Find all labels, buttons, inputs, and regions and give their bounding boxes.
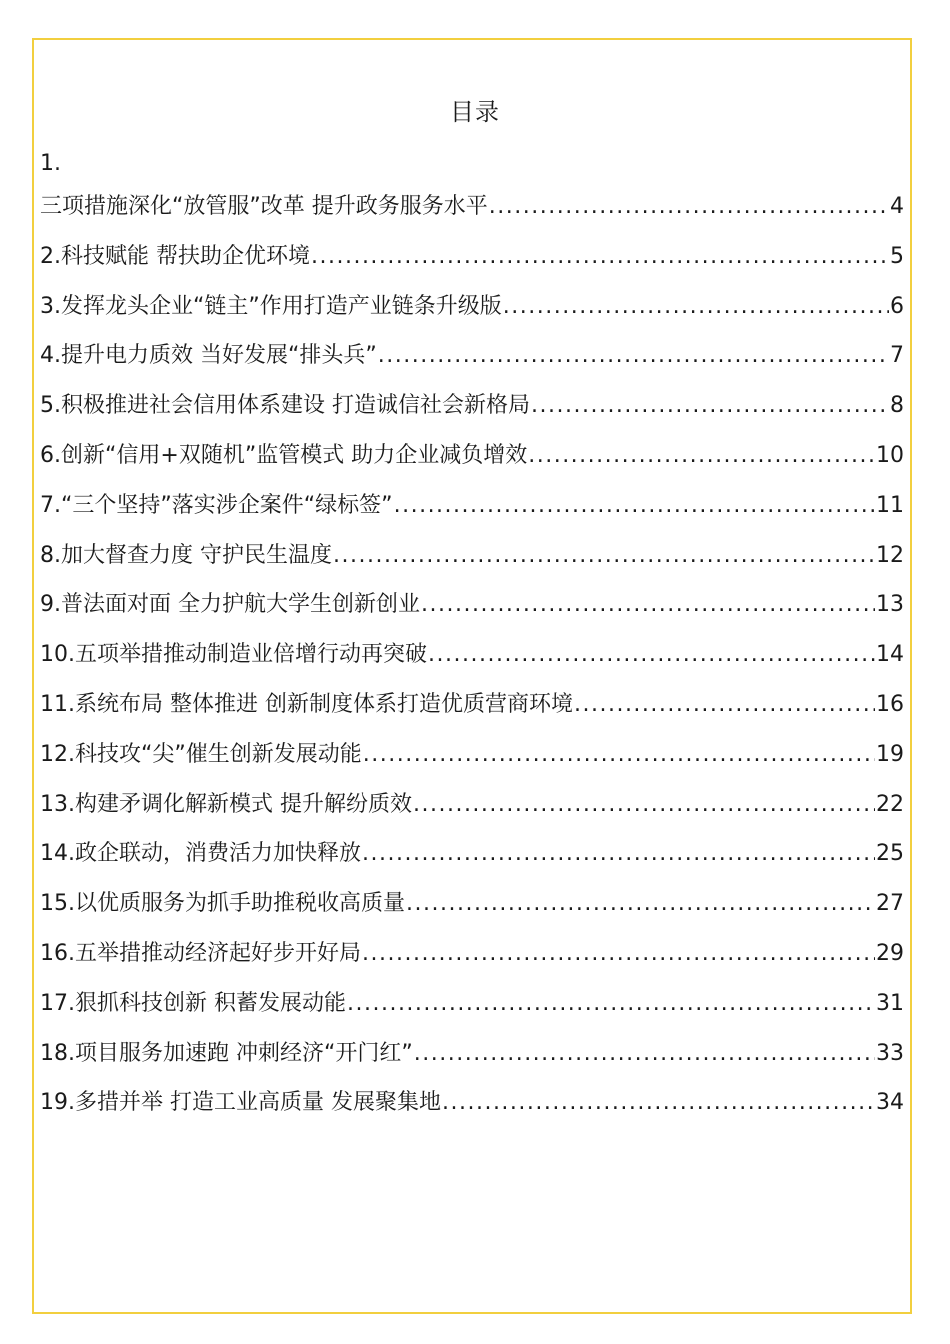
toc-dot-leader — [528, 431, 875, 481]
toc-entry[interactable] — [40, 431, 904, 481]
toc-entry[interactable] — [40, 730, 904, 780]
toc-entry-text: 7.“三个坚持”落实涉企案件“绿标签” — [40, 492, 393, 518]
toc-entry-page-number: 5 — [890, 243, 904, 269]
toc-entry[interactable] — [40, 680, 904, 730]
toc-entry-text: 11.系统布局 整体推进 创新制度体系打造优质营商环境 — [40, 691, 573, 717]
toc-title: 目录 — [450, 98, 500, 126]
toc-entry-text: 12.科技攻“尖”催生创新发展动能 — [40, 741, 362, 767]
toc-entry-text: 10.五项举措推动制造业倍增行动再突破 — [40, 642, 427, 668]
toc-entry-page-number: 12 — [876, 542, 904, 568]
toc-entry-text: 8.加大督查力度 守护民生温度 — [40, 542, 332, 568]
toc-entry-page-number: 14 — [876, 642, 904, 668]
toc-dot-leader — [362, 929, 875, 979]
toc-entry-page-number: 13 — [876, 592, 904, 618]
toc-entry-page-number: 11 — [876, 492, 904, 518]
toc-entry-page-number: 33 — [876, 1040, 904, 1066]
toc-entry-text: 14.政企联动，消费活力加快释放 — [40, 841, 361, 867]
toc-entry-page-number: 19 — [876, 741, 904, 767]
toc-entry-text: 17.狠抓科技创新 积蓄发展动能 — [40, 990, 346, 1016]
toc-entry[interactable] — [40, 331, 904, 381]
toc-entry-page-number: 34 — [876, 1090, 904, 1116]
toc-dot-leader — [394, 481, 875, 531]
toc-entry[interactable] — [40, 182, 904, 232]
toc-entry-page-number: 8 — [890, 393, 904, 419]
toc-entry[interactable] — [40, 780, 904, 830]
toc-list — [40, 146, 904, 1128]
toc-entry-page-number: 7 — [890, 343, 904, 369]
toc-entry[interactable] — [40, 531, 904, 581]
toc-entry[interactable] — [40, 381, 904, 431]
toc-dot-leader — [574, 680, 875, 730]
toc-dot-leader — [363, 730, 875, 780]
toc-entry-text: 三项措施深化“放管服”改革 提升政务服务水平 — [40, 194, 488, 219]
toc-entry-text: 5.积极推进社会信用体系建设 打造诚信社会新格局 — [40, 393, 530, 419]
toc-entry-text: 2.科技赋能 帮扶助企优环境 — [40, 243, 310, 269]
toc-entry[interactable] — [40, 829, 904, 879]
toc-entries — [40, 182, 904, 1128]
toc-dot-leader — [333, 531, 875, 581]
toc-dot-leader — [413, 780, 875, 830]
toc-dot-leader — [531, 381, 889, 431]
toc-entry-text: 9.普法面对面 全力护航大学生创新创业 — [40, 592, 420, 618]
toc-dot-leader — [414, 1029, 875, 1079]
toc-entry-text: 3.发挥龙头企业“链主”作用打造产业链条升级版 — [40, 293, 502, 319]
toc-entry[interactable] — [40, 630, 904, 680]
toc-entry-page-number: 27 — [876, 891, 904, 917]
toc-entry[interactable] — [40, 232, 904, 282]
toc-entry[interactable] — [40, 1029, 904, 1079]
toc-entry[interactable] — [40, 929, 904, 979]
toc-entry[interactable] — [40, 580, 904, 630]
toc-entry[interactable] — [40, 481, 904, 531]
toc-entry-text: 6.创新“信用+双随机”监管模式 助力企业减负增效 — [40, 442, 528, 468]
toc-entry[interactable] — [40, 282, 904, 332]
toc-entry-page-number: 29 — [876, 940, 904, 966]
toc-dot-leader — [406, 879, 875, 929]
toc-entry-1-number: 1. — [40, 151, 61, 176]
toc-entry[interactable] — [40, 979, 904, 1029]
toc-entry-page-number: 25 — [876, 841, 904, 867]
toc-dot-leader — [428, 630, 875, 680]
toc-dot-leader — [489, 182, 889, 232]
toc-dot-leader — [378, 331, 889, 381]
toc-entry-text: 16.五举措推动经济起好步开好局 — [40, 940, 361, 966]
toc-entry[interactable] — [40, 1078, 904, 1128]
toc-dot-leader — [421, 580, 875, 630]
toc-entry-page-number: 31 — [876, 990, 904, 1016]
toc-entry-page-number: 10 — [876, 442, 904, 468]
toc-entry-page-number: 4 — [890, 194, 904, 219]
toc-entry-page-number: 16 — [876, 691, 904, 717]
toc-dot-leader — [311, 232, 889, 282]
toc-dot-leader — [362, 829, 875, 879]
toc-dot-leader — [442, 1078, 875, 1128]
toc-entry-page-number: 6 — [890, 293, 904, 319]
toc-entry-text: 4.提升电力质效 当好发展“排头兵” — [40, 343, 377, 369]
toc-dot-leader — [347, 979, 875, 1029]
toc-entry[interactable] — [40, 879, 904, 929]
toc-entry-text: 13.构建矛调化解新模式 提升解纷质效 — [40, 791, 412, 817]
toc-entry-text: 19.多措并举 打造工业高质量 发展聚集地 — [40, 1090, 441, 1116]
toc-entry-text: 18.项目服务加速跑 冲刺经济“开门红” — [40, 1040, 413, 1066]
toc-entry-page-number: 22 — [876, 791, 904, 817]
toc-dot-leader — [503, 282, 889, 332]
toc-entry-text: 15.以优质服务为抓手助推税收高质量 — [40, 891, 405, 917]
